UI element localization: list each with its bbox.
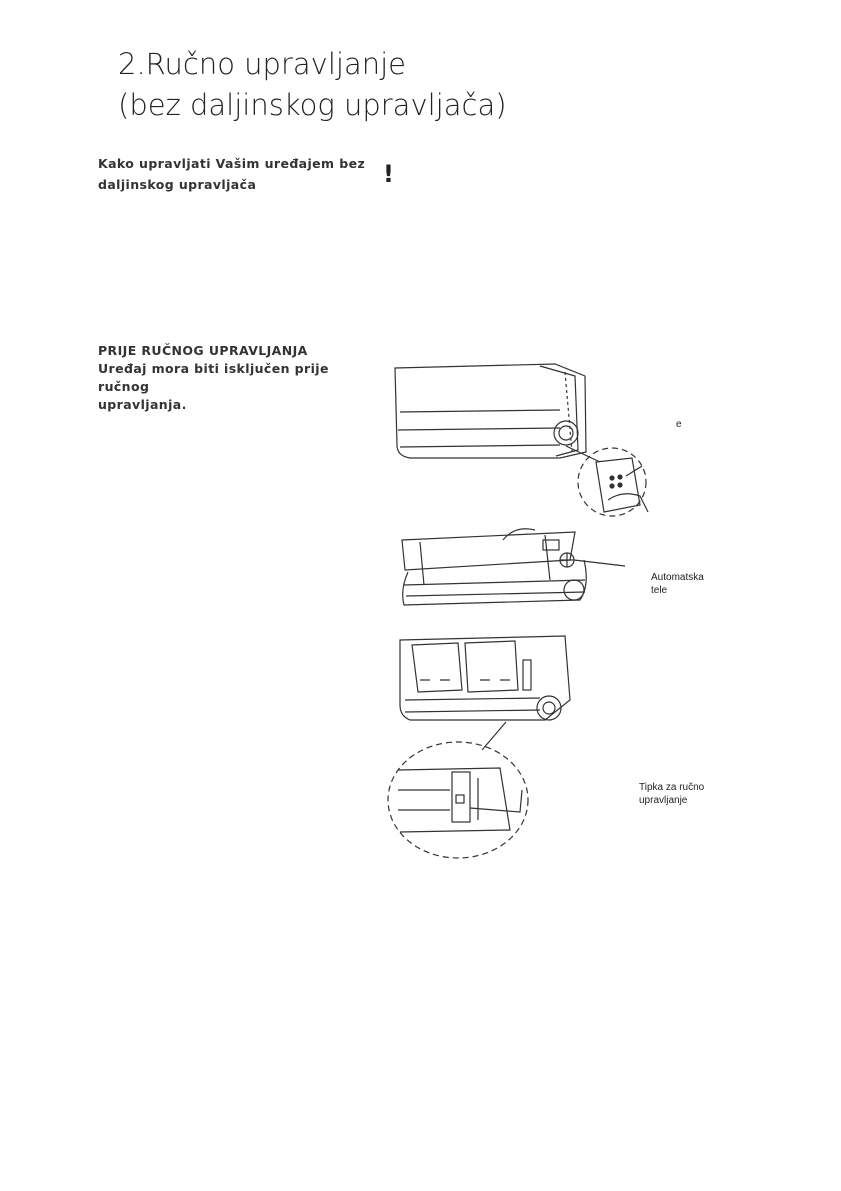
manual-button-caption-line2: upravljanje <box>639 795 688 806</box>
manual-button-caption-line1: Tipka za ručno <box>639 782 705 793</box>
before-manual-line1: Uređaj mora biti isključen prije ručnog <box>98 361 329 394</box>
indoor-unit-closed-illustration <box>395 364 600 462</box>
remote-zoom-illustration <box>578 448 648 516</box>
intro-line2: daljinskog upravljača <box>98 177 257 192</box>
warning-icon: ! <box>383 160 394 188</box>
indoor-unit-panel-open-illustration <box>402 529 625 605</box>
automatic-caption-line2: tele <box>651 585 668 596</box>
indoor-unit-filters-illustration <box>400 636 570 750</box>
automatic-caption <box>651 571 704 597</box>
manual-button-caption <box>639 781 704 807</box>
intro-line1: Kako upravljati Vašim uređajem bez <box>98 156 366 171</box>
manual-button-zoom-illustration <box>388 742 632 858</box>
page-title-line1: 2.Ručno upravljanje <box>118 47 406 81</box>
before-manual-heading: PRIJE RUČNOG UPRAVLJANJA <box>98 343 308 358</box>
page-title-line2: (bez daljinskog upravljača) <box>118 88 507 122</box>
before-manual-line2: upravljanja. <box>98 397 187 412</box>
automatic-caption-line1: Automatska <box>651 572 704 583</box>
caption-fragment: e <box>676 419 682 430</box>
